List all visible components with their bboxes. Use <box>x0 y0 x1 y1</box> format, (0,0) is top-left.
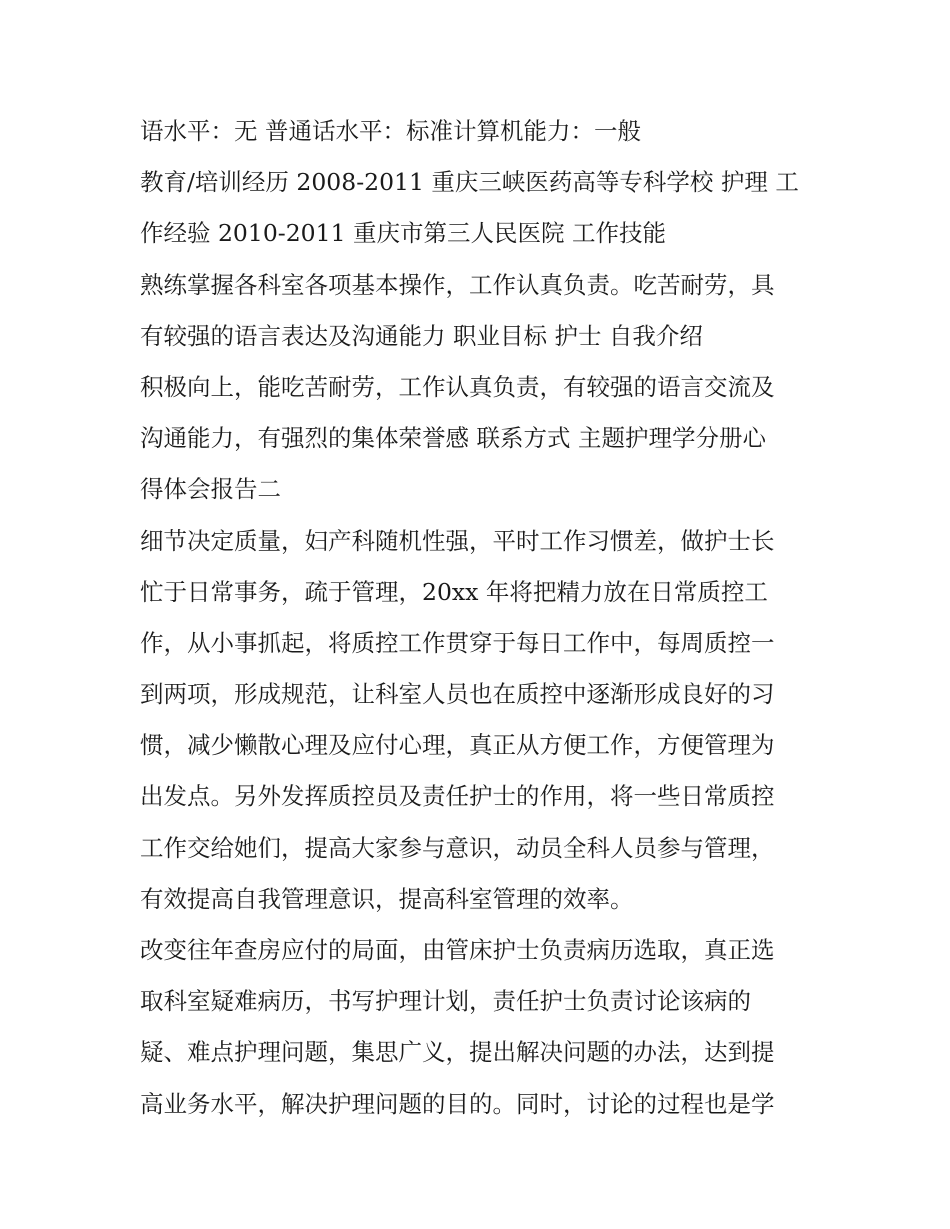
text-line: 积极向上，能吃苦耐劳，工作认真负责，有较强的语言交流及 <box>140 372 775 401</box>
text-line: 疑、难点护理问题，集思广义，提出解决问题的办法，达到提 <box>140 1038 775 1067</box>
text-line: 有较强的语言表达及沟通能力 职业目标 护士 自我介绍 <box>140 321 703 350</box>
text-line: 取科室疑难病历，书写护理计划，责任护士负责讨论该病的 <box>140 987 751 1016</box>
text-line: 得体会报告二 <box>140 475 281 504</box>
text-line: 出发点。另外发挥质控员及责任护士的作用，将一些日常质控 <box>140 782 775 811</box>
text-line: 熟练掌握各科室各项基本操作，工作认真负责。吃苦耐劳，具 <box>140 270 775 299</box>
text-line: 有效提高自我管理意识，提高科室管理的效率。 <box>140 884 634 913</box>
text-line: 细节决定质量，妇产科随机性强，平时工作习惯差，做护士长 <box>140 526 775 555</box>
text-line: 沟通能力，有强烈的集体荣誉感 联系方式 主题护理学分册心 <box>140 424 766 453</box>
text-line: 忙于日常事务，疏于管理，20xx 年将把精力放在日常质控工 <box>140 577 768 606</box>
text-line: 惯，减少懒散心理及应付心理，真正从方便工作，方便管理为 <box>140 731 775 760</box>
text-line: 教育/培训经历 2008-2011 重庆三峡医药高等专科学校 护理 工 <box>140 168 799 197</box>
text-line: 到两项，形成规范，让科室人员也在质控中逐渐形成良好的习 <box>140 680 775 709</box>
text-line: 作，从小事抓起，将质控工作贯穿于每日工作中，每周质控一 <box>140 628 775 657</box>
text-line: 语水平：无 普通话水平：标准计算机能力：一般 <box>140 117 641 145</box>
text-line: 改变往年查房应付的局面，由管床护士负责病历选取，真正选 <box>140 936 775 964</box>
text-line: 高业务水平，解决护理问题的目的。同时，讨论的过程也是学 <box>140 1089 775 1118</box>
text-line: 工作交给她们，提高大家参与意识，动员全科人员参与管理， <box>140 833 775 862</box>
body-text <box>140 106 820 1130</box>
text-line: 作经验 2010-2011 重庆市第三人民医院 工作技能 <box>140 219 666 248</box>
